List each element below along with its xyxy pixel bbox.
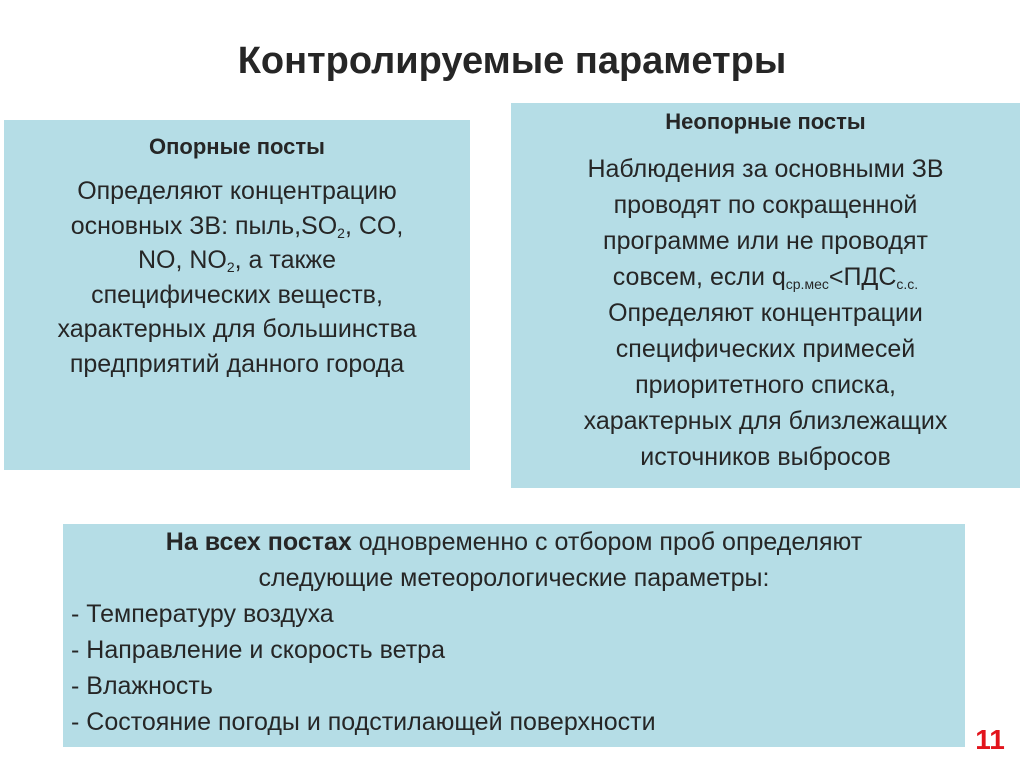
slide-number: 11 [968,718,1012,762]
intro-line-2: следующие метеорологические параметры: [258,564,770,592]
list-item-weather-surface: - Состояние погоды и подстилающей поверхности [71,708,656,736]
reference-posts-box [4,120,470,470]
non-reference-posts-box [511,103,1020,488]
daily-average-subscript: с.с. [896,276,919,292]
meteorological-intro [63,524,965,596]
non-reference-posts-line-6: специфических примесей [615,335,916,363]
reference-posts-line-3-text: NO, NO [137,246,227,274]
reference-posts-line-6: предприятий данного города [69,349,405,378]
non-reference-posts-line-4-text: совсем, если q [612,263,786,291]
non-reference-posts-line-2: проводят по сокращенной [613,191,918,219]
pds-text: <ПДС [828,263,897,291]
list-item-humidity: - Влажность [71,672,213,700]
monthly-average-subscript: ср.мес [785,276,829,292]
meteorological-parameters-list [63,596,965,740]
reference-posts-line-3-tail: , а также [234,246,337,274]
non-reference-posts-line-4 [511,259,1020,295]
reference-posts-line-1: Определяют концентрацию [77,177,397,205]
non-reference-posts-line-3: программе или не проводят [603,227,928,255]
non-reference-posts-line-8: характерных для близлежащих [583,407,948,435]
list-item-wind: - Направление и скорость ветра [71,636,445,664]
reference-posts-line-5: характерных для большинства [57,315,417,343]
reference-posts-line-2-tail: , CO, [344,211,404,240]
all-posts-bold-text: На всех постах [165,528,352,556]
non-reference-posts-description [511,151,1020,475]
no2-subscript: 2 [226,259,235,275]
non-reference-posts-line-5: Определяют концентрации [608,299,923,327]
reference-posts-line-3 [4,243,470,278]
non-reference-posts-line-7: приоритетного списка, [635,371,896,399]
non-reference-posts-line-9: источников выбросов [640,443,891,471]
so2-subscript: 2 [337,224,345,241]
reference-posts-line-2-text: основных ЗВ: пыль,SO [70,211,338,240]
reference-posts-heading: Опорные посты [149,134,325,159]
meteorological-parameters-box [63,524,965,747]
reference-posts-line-4: специфических веществ, [91,280,383,309]
non-reference-posts-line-1: Наблюдения за основными ЗВ [587,155,944,183]
list-item-air-temperature: - Температуру воздуха [71,600,334,628]
reference-posts-line-2 [4,209,470,244]
non-reference-posts-heading: Неопорные посты [665,109,866,134]
intro-rest-text: одновременно с отбором проб определяют [351,528,863,556]
reference-posts-description [4,174,470,381]
slide-title: Контролируемые параметры [237,40,787,82]
